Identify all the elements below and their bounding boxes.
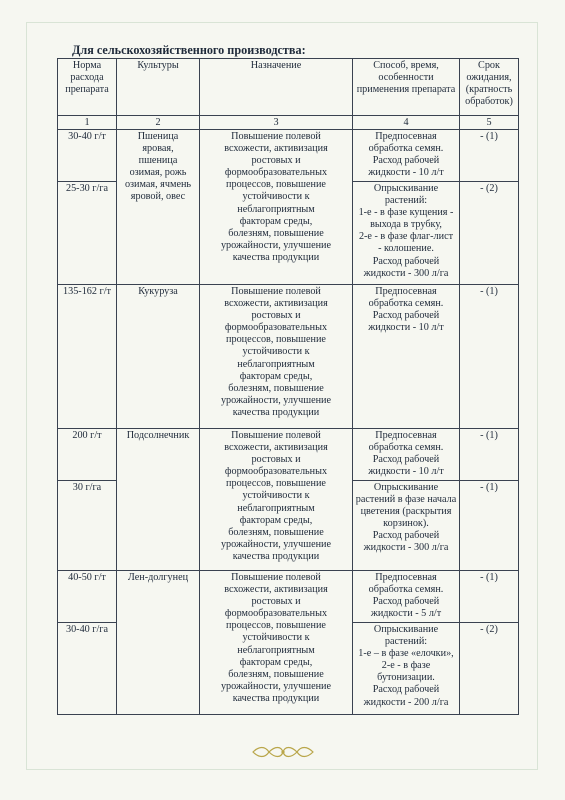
header-method: Способ, время, особенности применения препарата: [353, 59, 460, 116]
header-norm: Норма расхода препарата: [58, 59, 117, 116]
method-cell: Опрыскивание растений в фазе начала цветения (раскрытия корзинок). Расход рабочей жидкости - 300 л/га: [353, 481, 460, 571]
method-cell: Предпосевная обработка семян. Расход рабочей жидкости - 10 л/т: [353, 285, 460, 429]
table-row: [58, 130, 519, 182]
wait-cell: - (1): [460, 571, 519, 623]
crop-cell: Пшеница яровая, пшеница озимая, рожь озимая, ячмень яровой, овес: [117, 130, 200, 285]
norm-cell: 200 г/т: [58, 429, 117, 481]
column-number: 1: [58, 116, 117, 130]
purpose-cell: Повышение полевой всхожести, активизация ростовых и формообразовательных процессов, повышение устойчивости к неблагоприятным факторам среды, болезням, повышение урожайности, улучшение качества продукции: [200, 130, 353, 285]
column-number: 5: [460, 116, 519, 130]
ornament-icon: [251, 745, 315, 759]
crop-cell: Подсолнечник: [117, 429, 200, 571]
application-table: [57, 58, 519, 715]
method-cell: Предпосевная обработка семян. Расход рабочей жидкости - 10 л/т: [353, 429, 460, 481]
norm-cell: 25-30 г/га: [58, 182, 117, 285]
column-number: 4: [353, 116, 460, 130]
norm-cell: 135-162 г/т: [58, 285, 117, 429]
header-crops: Культуры: [117, 59, 200, 116]
wait-cell: - (1): [460, 130, 519, 182]
column-number: 2: [117, 116, 200, 130]
norm-cell: 30 г/га: [58, 481, 117, 571]
wait-cell: - (2): [460, 623, 519, 715]
wait-cell: - (1): [460, 429, 519, 481]
table-row: [58, 429, 519, 481]
method-cell: Предпосевная обработка семян. Расход рабочей жидкости - 10 л/т: [353, 130, 460, 182]
header-wait: Срок ожидания, (кратность обработок): [460, 59, 519, 116]
table-row: [58, 285, 519, 429]
purpose-cell: Повышение полевой всхожести, активизация ростовых и формообразовательных процессов, повышение устойчивости к неблагоприятным факторам среды, болезням, повышение урожайности, улучшение качества продукции: [200, 571, 353, 715]
column-number-row: [58, 116, 519, 130]
purpose-cell: Повышение полевой всхожести, активизация ростовых и формообразовательных процессов, повышение устойчивости к неблагоприятным факторам среды, болезням, повышение урожайности, улучшение качества продукции: [200, 429, 353, 571]
method-cell: Опрыскивание растений: 1-е - в фазе кущения - выхода в трубку, 2-е - в фазе флаг-лист - колошение. Расход рабочей жидкости - 300 л/га: [353, 182, 460, 285]
crop-cell: Кукуруза: [117, 285, 200, 429]
purpose-cell: Повышение полевой всхожести, активизация ростовых и формообразовательных процессов, повышение устойчивости к неблагоприятным факторам среды, болезням, повышение урожайности, улучшение качества продукции: [200, 285, 353, 429]
header-purpose: Назначение: [200, 59, 353, 116]
norm-cell: 30-40 г/га: [58, 623, 117, 715]
table-header-row: [58, 59, 519, 116]
method-cell: Опрыскивание растений: 1-е – в фазе «елочки», 2-е - в фазе бутонизации. Расход рабочей жидкости - 200 л/га: [353, 623, 460, 715]
wait-cell: - (1): [460, 285, 519, 429]
column-number: 3: [200, 116, 353, 130]
table-row: [58, 571, 519, 623]
crop-cell: Лен-долгунец: [117, 571, 200, 715]
method-cell: Предпосевная обработка семян. Расход рабочей жидкости - 5 л/т: [353, 571, 460, 623]
wait-cell: - (2): [460, 182, 519, 285]
section-heading: Для сельскохозяйственного производства:: [72, 43, 306, 57]
norm-cell: 40-50 г/т: [58, 571, 117, 623]
wait-cell: - (1): [460, 481, 519, 571]
norm-cell: 30-40 г/т: [58, 130, 117, 182]
